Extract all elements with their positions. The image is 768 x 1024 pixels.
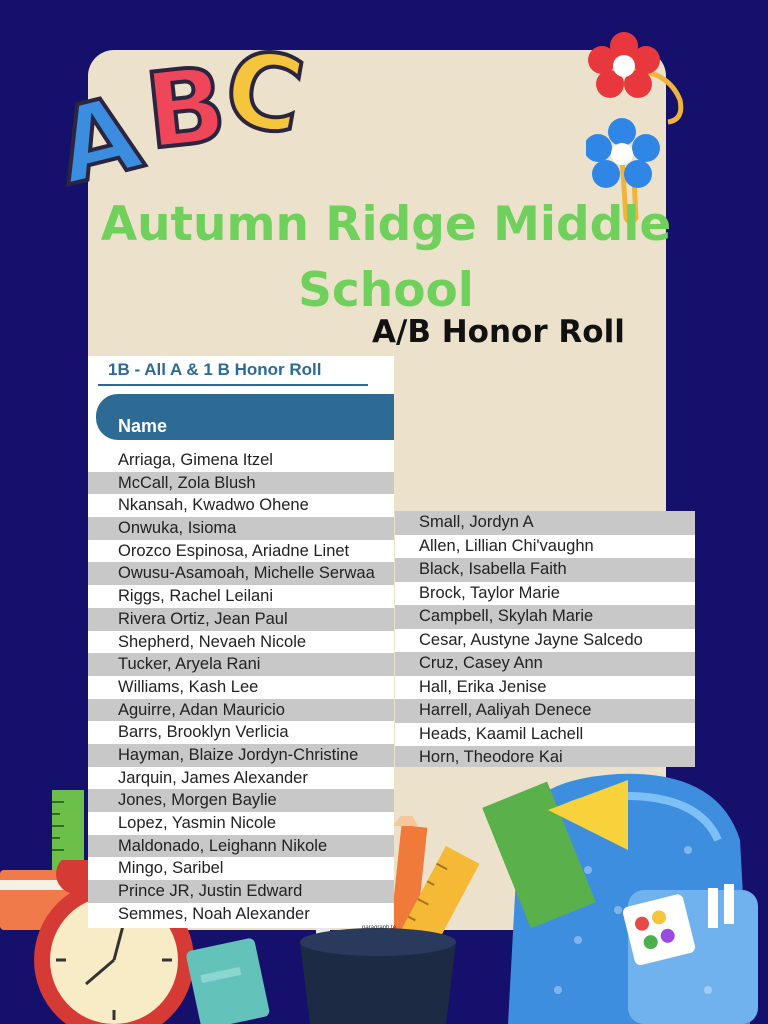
list-item: Nkansah, Kwadwo Ohene [118, 496, 309, 515]
list-item: Onwuka, Isioma [88, 517, 394, 540]
list-item: Small, Jordyn A [395, 511, 695, 535]
list-item: Semmes, Noah Alexander [118, 904, 310, 923]
list-item: Harrell, Aaliyah Denece [395, 699, 695, 723]
list-item: Aguirre, Adan Mauricio [88, 699, 394, 722]
list-item: McCall, Zola Blush [88, 472, 394, 495]
list-item: Mingo, Saribel [118, 859, 224, 878]
notebook-icon [186, 930, 276, 1024]
list-item: Brock, Taylor Marie [419, 583, 560, 602]
list-item: Riggs, Rachel Leilani [118, 587, 274, 606]
list-item: Maldonado, Leighann Nikole [88, 835, 394, 858]
title-divider [98, 384, 368, 386]
list-item: Williams, Kash Lee [118, 677, 259, 696]
list-item: Barrs, Brooklyn Verlicia [118, 723, 289, 742]
list-item: Cruz, Casey Ann [395, 652, 695, 676]
column-header-label: Name [118, 416, 168, 436]
school-name: Autumn Ridge Middle School [100, 197, 672, 318]
list-item: Owusu-Asamoah, Michelle Serwaa [88, 562, 394, 585]
column-header [96, 394, 394, 440]
honor-roll-table [88, 356, 394, 928]
list-item: Orozco Espinosa, Ariadne Linet [118, 541, 350, 560]
table-title: 1B - All A & 1 B Honor Roll [108, 360, 322, 379]
list-item: Hayman, Blaize Jordyn-Christine [88, 744, 394, 767]
logo-letter-b: B [139, 43, 232, 173]
list-item: Lopez, Yasmin Nicole [118, 814, 277, 832]
list-item: Black, Isabella Faith [395, 558, 695, 582]
list-item: Jones, Morgen Baylie [88, 789, 394, 812]
logo-letter-c: C [215, 25, 313, 159]
list-item: Horn, Theodore Kai [395, 746, 695, 767]
list-item: Tucker, Aryela Rani [88, 653, 394, 676]
list-item: Campbell, Skylah Marie [395, 605, 695, 629]
list-item: Cesar, Austyne Jayne Salcedo [419, 630, 643, 649]
list-item: Allen, Lillian Chi'vaughn [419, 536, 594, 555]
list-item: Jarquin, James Alexander [118, 768, 308, 787]
list-item: Arriaga, Gimena Itzel [118, 451, 273, 469]
list-item: Hall, Erika Jenise [419, 677, 547, 696]
honor-roll-subtitle: A/B Honor Roll [372, 314, 625, 350]
red-flower-icon [588, 30, 688, 130]
name-list-2 [395, 511, 695, 767]
list-item: Shepherd, Nevaeh Nicole [118, 632, 307, 651]
backpack-icon [478, 760, 768, 1024]
list-item: Rivera Ortiz, Jean Paul [88, 608, 394, 631]
list-item: Heads, Kaamil Lachell [419, 724, 584, 743]
logo-letter-a: A [44, 71, 153, 209]
list-item: Prince JR, Justin Edward [88, 880, 394, 903]
name-list-1 [88, 449, 394, 925]
placeholder-text: paragraph te [362, 925, 397, 931]
abc-logo [44, 25, 330, 210]
